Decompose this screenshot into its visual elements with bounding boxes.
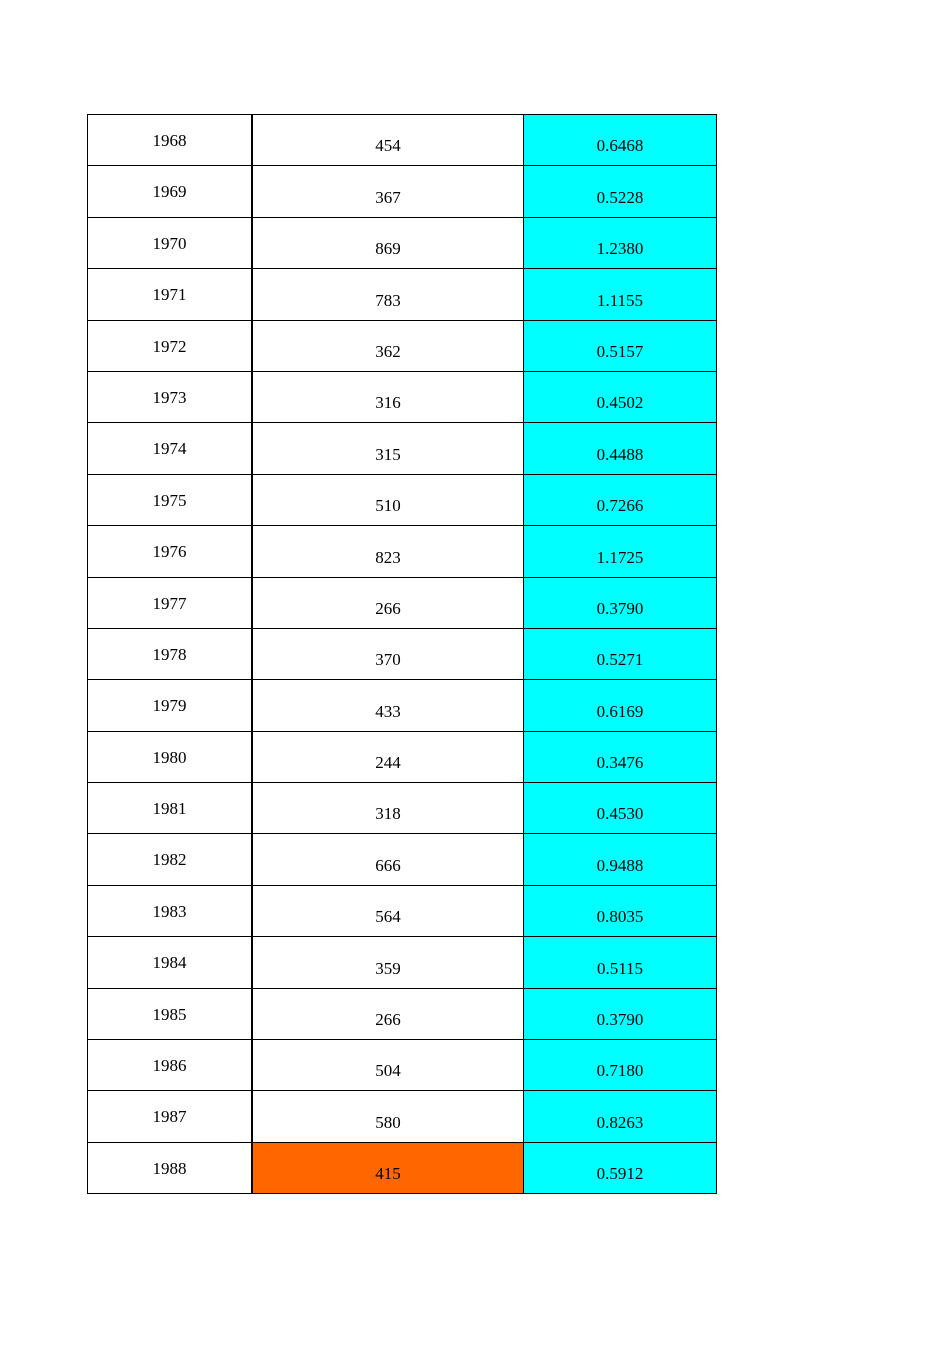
year-cell[interactable]: 1975 bbox=[88, 475, 253, 525]
year-cell[interactable]: 1976 bbox=[88, 526, 253, 576]
table-row bbox=[88, 166, 717, 217]
year-cell[interactable]: 1984 bbox=[88, 937, 253, 987]
ratio-cell[interactable]: 0.8263 bbox=[524, 1091, 717, 1141]
table-row bbox=[88, 629, 717, 680]
table-row bbox=[88, 886, 717, 937]
value-cell[interactable]: 564 bbox=[253, 886, 524, 936]
ratio-cell[interactable]: 0.4502 bbox=[524, 372, 717, 422]
table-row bbox=[88, 321, 717, 372]
ratio-cell[interactable]: 1.1725 bbox=[524, 526, 717, 576]
table-row bbox=[88, 578, 717, 629]
table-row bbox=[88, 732, 717, 783]
value-cell[interactable]: 823 bbox=[253, 526, 524, 576]
ratio-cell[interactable]: 0.4530 bbox=[524, 783, 717, 833]
year-cell[interactable]: 1973 bbox=[88, 372, 253, 422]
table-row bbox=[88, 989, 717, 1040]
year-cell[interactable]: 1974 bbox=[88, 423, 253, 473]
table-row bbox=[88, 937, 717, 988]
table-row bbox=[88, 526, 717, 577]
year-cell[interactable]: 1977 bbox=[88, 578, 253, 628]
year-cell[interactable]: 1971 bbox=[88, 269, 253, 319]
value-cell[interactable]: 359 bbox=[253, 937, 524, 987]
year-cell[interactable]: 1983 bbox=[88, 886, 253, 936]
year-cell[interactable]: 1969 bbox=[88, 166, 253, 216]
value-cell[interactable]: 510 bbox=[253, 475, 524, 525]
value-cell[interactable]: 454 bbox=[253, 115, 524, 165]
year-cell[interactable]: 1980 bbox=[88, 732, 253, 782]
value-cell[interactable]: 266 bbox=[253, 989, 524, 1039]
table-row bbox=[88, 834, 717, 885]
value-cell[interactable]: 783 bbox=[253, 269, 524, 319]
table-row bbox=[88, 218, 717, 269]
ratio-cell[interactable]: 1.2380 bbox=[524, 218, 717, 268]
year-cell[interactable]: 1988 bbox=[88, 1143, 253, 1193]
table-row bbox=[88, 1143, 717, 1194]
ratio-cell[interactable]: 0.9488 bbox=[524, 834, 717, 884]
ratio-cell[interactable]: 0.3790 bbox=[524, 989, 717, 1039]
year-cell[interactable]: 1982 bbox=[88, 834, 253, 884]
year-cell[interactable]: 1986 bbox=[88, 1040, 253, 1090]
year-cell[interactable]: 1985 bbox=[88, 989, 253, 1039]
table-row bbox=[88, 680, 717, 731]
year-cell[interactable]: 1972 bbox=[88, 321, 253, 371]
ratio-cell[interactable]: 0.3476 bbox=[524, 732, 717, 782]
ratio-cell[interactable]: 0.3790 bbox=[524, 578, 717, 628]
year-cell[interactable]: 1970 bbox=[88, 218, 253, 268]
value-cell[interactable]: 666 bbox=[253, 834, 524, 884]
value-cell[interactable]: 244 bbox=[253, 732, 524, 782]
year-cell[interactable]: 1987 bbox=[88, 1091, 253, 1141]
value-cell[interactable]: 869 bbox=[253, 218, 524, 268]
value-cell[interactable]: 318 bbox=[253, 783, 524, 833]
year-cell[interactable]: 1968 bbox=[88, 115, 253, 165]
year-cell[interactable]: 1978 bbox=[88, 629, 253, 679]
value-cell[interactable]: 266 bbox=[253, 578, 524, 628]
ratio-cell[interactable]: 0.5115 bbox=[524, 937, 717, 987]
ratio-cell[interactable]: 0.5912 bbox=[524, 1143, 717, 1193]
table-row bbox=[88, 423, 717, 474]
ratio-cell[interactable]: 1.1155 bbox=[524, 269, 717, 319]
ratio-cell[interactable]: 0.7180 bbox=[524, 1040, 717, 1090]
table-row bbox=[88, 475, 717, 526]
table-row bbox=[88, 269, 717, 320]
ratio-cell[interactable]: 0.7266 bbox=[524, 475, 717, 525]
ratio-cell[interactable]: 0.6169 bbox=[524, 680, 717, 730]
ratio-cell[interactable]: 0.4488 bbox=[524, 423, 717, 473]
value-cell[interactable]: 362 bbox=[253, 321, 524, 371]
value-cell[interactable]: 580 bbox=[253, 1091, 524, 1141]
table-row bbox=[88, 783, 717, 834]
value-cell[interactable]: 367 bbox=[253, 166, 524, 216]
data-table bbox=[87, 114, 717, 1194]
ratio-cell[interactable]: 0.8035 bbox=[524, 886, 717, 936]
table-row bbox=[88, 1091, 717, 1142]
value-cell[interactable]: 370 bbox=[253, 629, 524, 679]
year-cell[interactable]: 1979 bbox=[88, 680, 253, 730]
ratio-cell[interactable]: 0.5157 bbox=[524, 321, 717, 371]
ratio-cell[interactable]: 0.6468 bbox=[524, 115, 717, 165]
value-cell-highlighted[interactable]: 415 bbox=[253, 1143, 524, 1193]
value-cell[interactable]: 504 bbox=[253, 1040, 524, 1090]
value-cell[interactable]: 315 bbox=[253, 423, 524, 473]
value-cell[interactable]: 433 bbox=[253, 680, 524, 730]
table-row bbox=[88, 115, 717, 166]
year-cell[interactable]: 1981 bbox=[88, 783, 253, 833]
ratio-cell[interactable]: 0.5228 bbox=[524, 166, 717, 216]
table-row bbox=[88, 1040, 717, 1091]
value-cell[interactable]: 316 bbox=[253, 372, 524, 422]
ratio-cell[interactable]: 0.5271 bbox=[524, 629, 717, 679]
table-row bbox=[88, 372, 717, 423]
